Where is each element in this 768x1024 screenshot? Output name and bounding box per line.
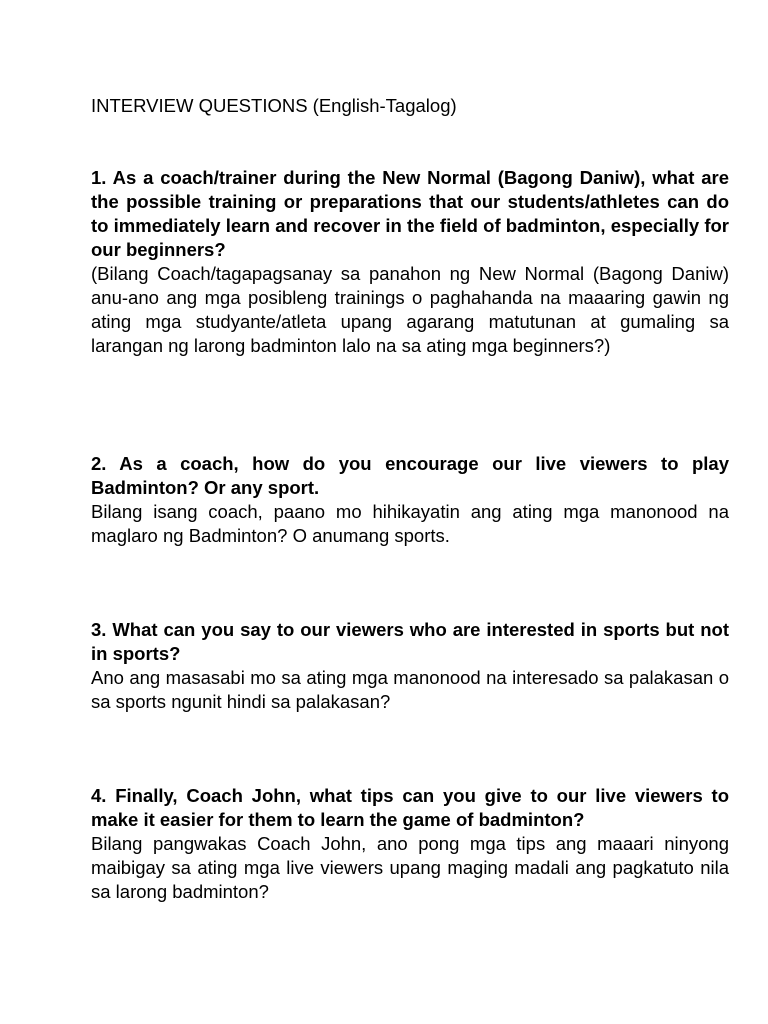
question-english: 4. Finally, Coach John, what tips can you give to our live viewers to make it easier for them to learn the game of badminton? bbox=[91, 785, 729, 830]
question-item-4 bbox=[91, 784, 729, 904]
question-tagalog: Bilang pangwakas Coach John, ano pong mga tips ang maaari ninyong maibigay sa ating mga live viewers upang maging madali ang pagkatuto nila sa larong badminton? bbox=[91, 833, 729, 902]
document-page bbox=[91, 94, 729, 902]
question-item-2 bbox=[91, 452, 729, 548]
question-english: 2. As a coach, how do you encourage our live viewers to play Badminton? Or any sport. bbox=[91, 453, 729, 498]
question-item-1 bbox=[91, 166, 729, 358]
question-tagalog: (Bilang Coach/tagapagsanay sa panahon ng New Normal (Bagong Daniw) anu-ano ang mga posibleng trainings o paghahanda na maaaring gawin ng ating mga studyante/atleta upang agarang matutunan at gumaling sa larangan ng larong badminton lalo na sa ating mga beginners?) bbox=[91, 263, 729, 356]
question-tagalog: Ano ang masasabi mo sa ating mga manonood na interesado sa palakasan o sa sports ngunit hindi sa palakasan? bbox=[91, 667, 729, 712]
document-title: INTERVIEW QUESTIONS (English-Tagalog) bbox=[91, 95, 457, 116]
question-english: 1. As a coach/trainer during the New Normal (Bagong Daniw), what are the possible training or preparations that our students/athletes can do to immediately learn and recover in the field of badminton, especially for our beginners? bbox=[91, 167, 729, 260]
question-english: 3. What can you say to our viewers who are interested in sports but not in sports? bbox=[91, 619, 729, 664]
question-tagalog: Bilang isang coach, paano mo hihikayatin ang ating mga manonood na maglaro ng Badminton? O anumang sports. bbox=[91, 501, 729, 546]
question-item-3 bbox=[91, 618, 729, 714]
